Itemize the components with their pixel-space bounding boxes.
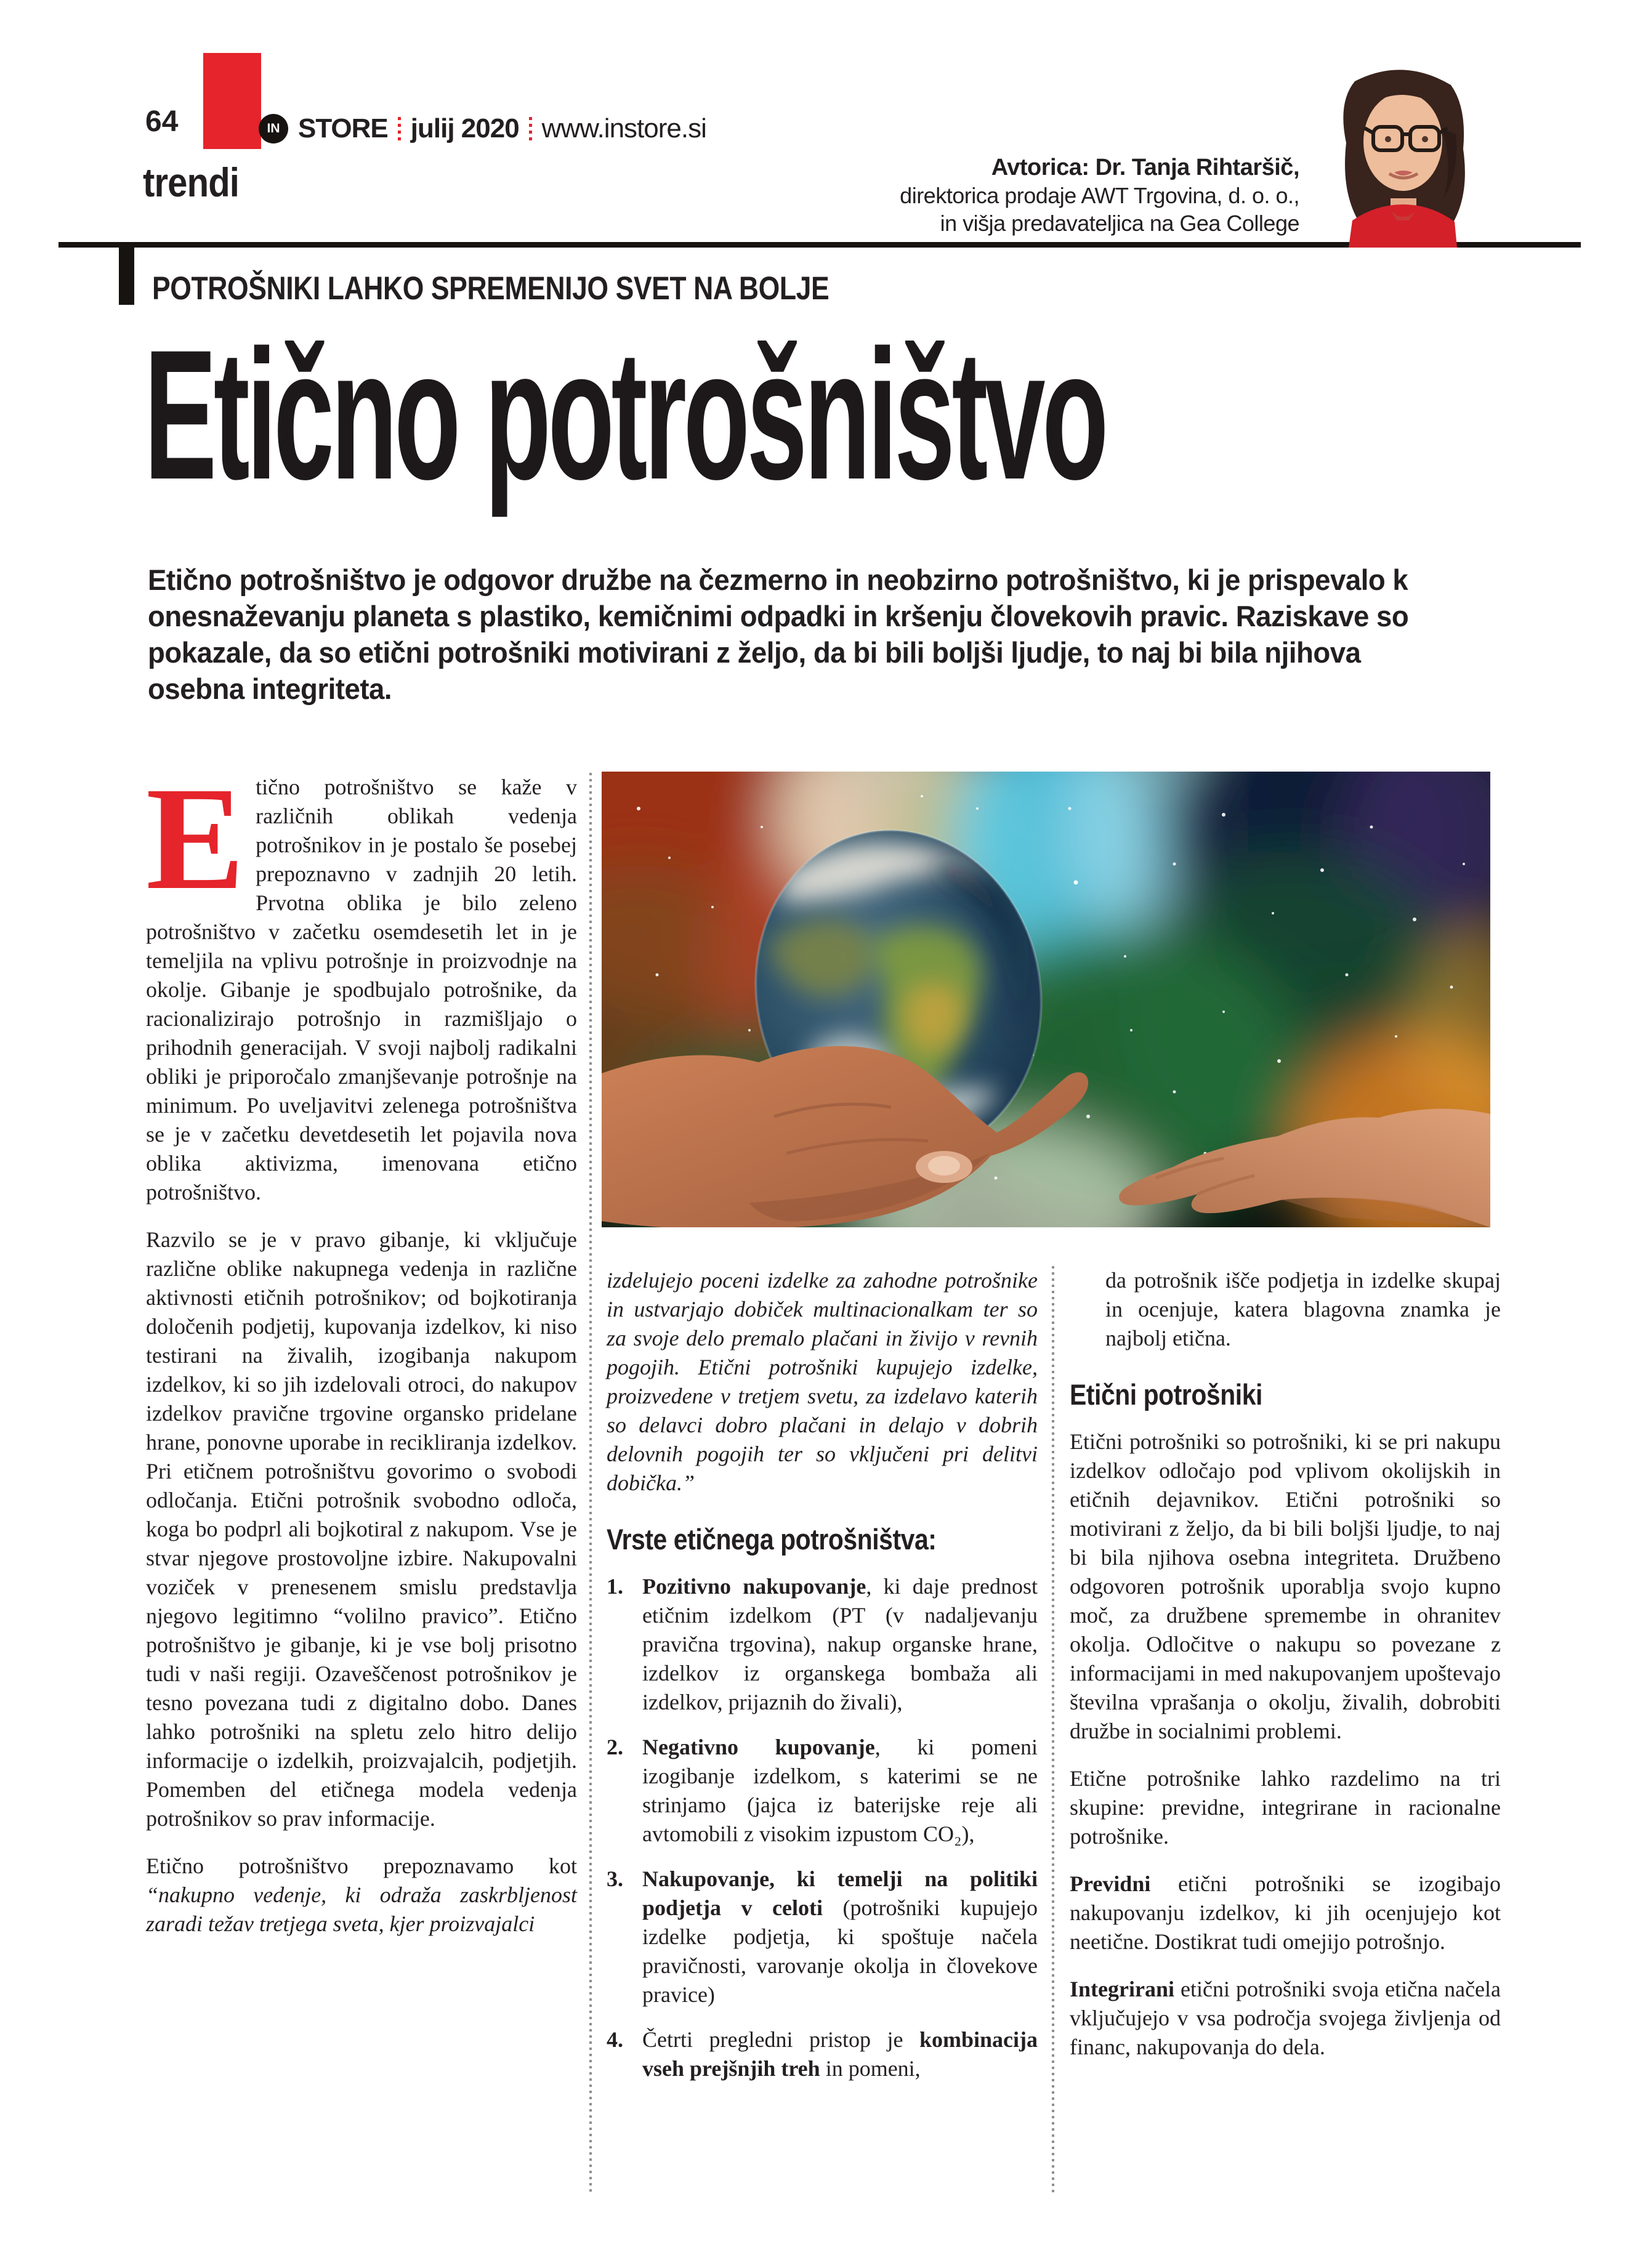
list-item: 1. Pozitivno nakupovanje, ki daje prednost etičnim izdelkom (PT (v nadaljevanju pravična trgovina), nakup organske hrane, izdelkov iz organskega bombaža ali izdelkov, prijaznih do živali),	[607, 1572, 1038, 1717]
author-role-1: direktorica prodaje AWT Trgovina, d. o. o.,	[900, 183, 1299, 208]
paragraph: Previdni etični potrošniki se izogibajo nakupovanju izdelkov, ki jih ocenjujejo kot neetične. Dostikrat tudi omejijo potrošnjo.	[1070, 1871, 1501, 1954]
issue-date: julij 2020	[410, 113, 519, 143]
article-title: Etično potrošništvo	[144, 311, 1105, 518]
paragraph: Razvilo se je v pravo gibanje, ki vključuje različne oblike nakupnega vedenja in različne aktivnosti etičnih potrošnikov; od bojkotiranja določenih podjetij, kupovanja izdelkov, ki niso testirani na živalih, izogibanja nakupom izdelkov, ki so jih izdelovali otroci, do nakupov izdelkov pravične trgovine organsko pridelane hrane, ponovne uporabe in recikliranja izdelkov. Pri etičnem potrošništvu govorimo o svobodi odločanja. Etični potrošnik svobodno odloča, koga bo podprl ali bojkotiral z nakupom. Vse je stvar njegove prostovoljne izbire. Nakupovalni voziček v prenesenem smislu predstavlja njegovo legitimno “volilno pravico”. Etično potrošništvo je gibanje, ki je vse bolj prisotno tudi v naši regiji. Ozaveščenost potrošnikov je tesno povezana tudi z digitalno dobo. Danes lahko potrošniki na spletu zelo hitro delijo informacije o izdelkih, proizvajalcih, podjetjih. Pomemben del etičnega modela vedenja potrošnikov so prav informacije.	[146, 1227, 577, 1831]
author-role-2: in višja predavateljica na Gea College	[940, 211, 1299, 236]
kicker-bar	[119, 244, 134, 305]
author-photo	[1317, 55, 1489, 248]
list-item: 4. Četrti pregledni pristop je kombinacija vseh prejšnjih treh in pomeni,	[607, 2025, 1038, 2083]
section-label: trendi	[143, 159, 240, 205]
website-link[interactable]: www.instore.si	[541, 113, 706, 143]
store-wordmark: STORE	[298, 113, 388, 143]
masthead-red-block	[203, 53, 261, 149]
paragraph: Etično potrošništvo se kaže v različnih oblikah vedenja potrošnikov in je postalo še posebej prepoznavno v zadnjih 20 letih. Prvotna oblika je bilo zeleno potrošništvo v začetku osemdesetih let in je temeljila na vplivu potrošnje in proizvodnje na okolje. Gibanje je spodbujalo potrošnike, da racionalizirajo potrošnjo in razmišljajo o prihodnih generacijah. V svoji najbolj radikalni obliki je priporočalo zmanjševanje potrošnje na minimum. Po uveljavitvi zelenega potrošništva se je v začetku devetdesetih let pojavila nova oblika aktivizma, imenovana etično potrošništvo.	[146, 756, 577, 1205]
masthead-divider-icon	[529, 117, 532, 140]
drop-cap: E	[146, 756, 245, 920]
lead-paragraph: Etično potrošništvo je odgovor družbe na čezmerno in neobzirno potrošništvo, ki je prispevalo k onesnaževanju planeta s plastiko, kemičnimi odpadki in kršenju človekovih pravic. Raziskave so pokazale, da so etični potrošniki motivirani z željo, da bi bili boljši ljudje, to naj bi bila njihova osebna integriteta.	[148, 563, 1409, 705]
body-column-1	[146, 756, 577, 1957]
list-number: 1.	[607, 1574, 623, 1599]
list-item: 3. Nakupovanje, ki temelji na politiki podjetja v celoti (potrošniki kupujejo izdelke podjetja, ki spoštuje načela pravičnosti, varovanje okolja in človekove pravice)	[607, 1865, 1038, 2009]
masthead	[259, 113, 706, 144]
body-column-3	[1070, 1266, 1501, 2080]
instore-logo-icon: IN	[259, 114, 288, 143]
page-number: 64	[145, 105, 179, 138]
body-column-2	[607, 1266, 1038, 2099]
column-separator	[1052, 1266, 1054, 2193]
list-number: 2.	[607, 1735, 623, 1759]
subheading-types: Vrste etičnega potrošništva:	[607, 1523, 937, 1556]
list-number: 4.	[607, 2027, 623, 2052]
paragraph: Integrirani etični potrošniki svoja etična načela vključujejo v vsa področja svojega življenja od financ, nakupovanja do dela.	[1070, 1977, 1501, 2059]
paragraph: Etični potrošniki so potrošniki, ki se pri nakupu izdelkov odločajo pod vplivom okolijskih in etičnih dejavnikov. Etični potrošniki so motivirani z željo, da bi bili boljši ljudje, to naj bi bila njihova osebna integriteta. Družbeno odgovoren potrošnik uporablja svojo kupno moč, za družbene spremembe in ohranitev okolja. Odločitve o nakupu so povezane z informacijami in med nakupovanjem upoštevajo številna vprašanja o okolju, živalih, dobrobiti družbe in socialnimi problemi.	[1070, 1429, 1501, 1743]
paragraph: Etične potrošnike lahko razdelimo na tri skupine: previdne, integrirane in racionalne potrošnike.	[1070, 1766, 1501, 1849]
author-credit	[770, 154, 1299, 237]
list-item: 2. Negativno kupovanje, ki pomeni izogibanje izdelkom, s katerimi se ne strinjamo (jajca iz baterijske reje ali avtomobili z visokim izpustom CO₂),	[607, 1733, 1038, 1849]
quote-paragraph: izdelujejo poceni izdelke za zahodne potrošnike in ustvarjajo dobiček multinacionalkam ter so za svoje delo premalo plačani in živijo v revnih pogojih. Etični potrošniki kupujejo izdelke, proizvedene v tretjem svetu, za izdelavo katerih so delavci dobro plačani in delajo v dobrih delovnih pogojih ter so vključeni pri delitvi dobička.”	[607, 1268, 1038, 1495]
column-separator	[589, 773, 592, 2195]
list-continuation: da potrošnik išče podjetja in izdelke skupaj in ocenjuje, katera blagovna znamka je najbolj etična.	[1105, 1268, 1501, 1350]
paragraph: Etično potrošništvo prepoznavamo kot “nakupno vedenje, ki odraža zaskrbljenost zaradi težav tretjega sveta, kjer proizvajalci	[146, 1854, 577, 1936]
list-number: 3.	[607, 1866, 623, 1891]
masthead-divider-icon	[398, 117, 401, 140]
author-name: Avtorica: Dr. Tanja Rihtaršič,	[991, 155, 1299, 180]
kicker: POTROŠNIKI LAHKO SPREMENIJO SVET NA BOLJE	[152, 270, 830, 307]
subheading-consumers: Etični potrošniki	[1070, 1378, 1262, 1411]
earth-in-hands-image	[602, 772, 1490, 1227]
